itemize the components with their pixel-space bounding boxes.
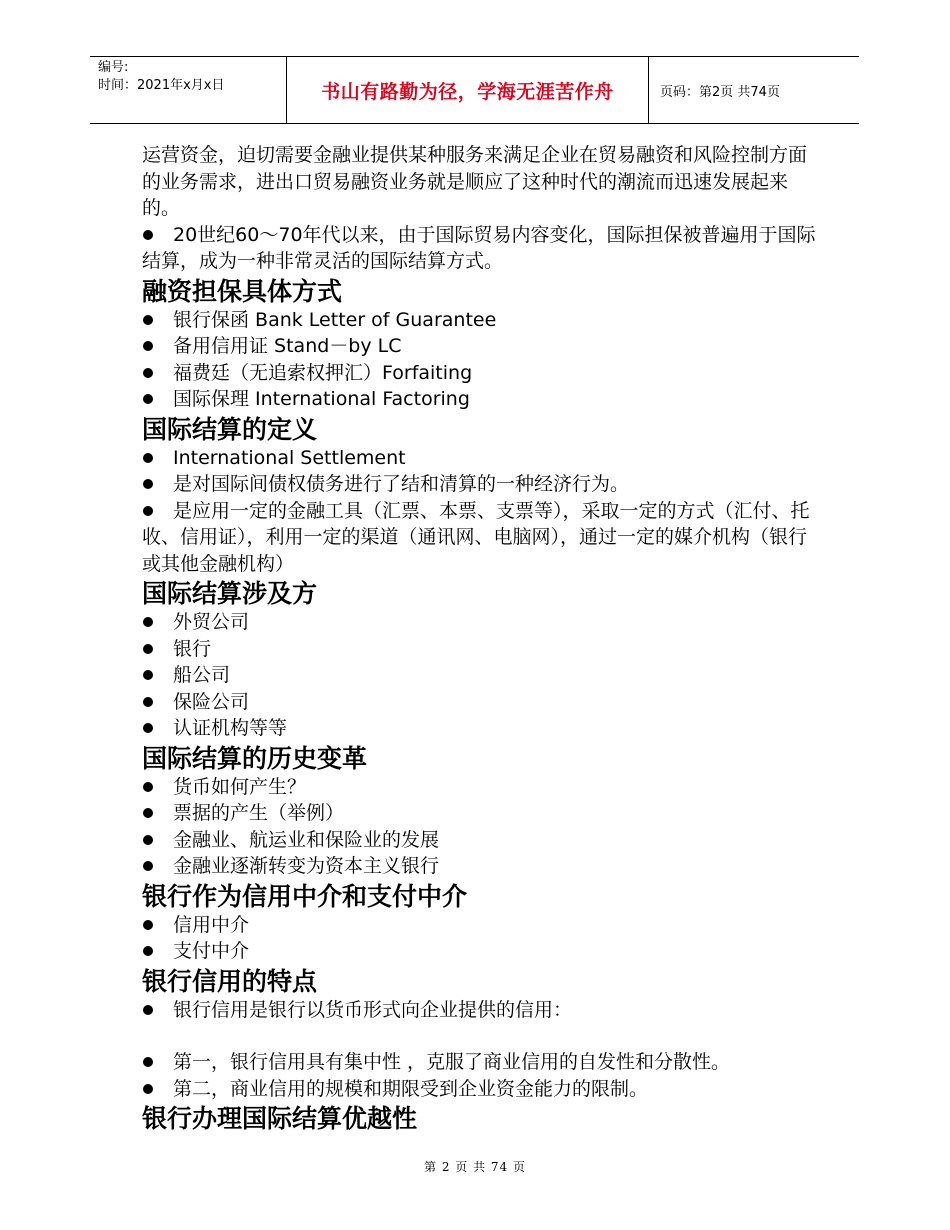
document-body: [142, 142, 822, 1134]
list-item: 船公司: [142, 662, 822, 689]
list-item: 备用信用证 Stand－by LC: [142, 333, 822, 360]
list-item: 认证机构等等: [142, 715, 822, 742]
list-item: International Settlement: [142, 445, 822, 472]
header-meta-cell: [90, 57, 286, 123]
document-time-label: 时间：2021年x月x日: [98, 78, 225, 93]
intro-bullet: 20世纪60～70年代以来，由于国际贸易内容变化，国际担保被普遍用于国际结算，成为一种非常灵活的国际结算方式。: [142, 222, 822, 275]
section-heading-settlement-history: 国际结算的历史变革: [142, 743, 368, 773]
section-heading-bank-credit-features: 银行信用的特点: [142, 966, 318, 996]
list-item: 金融业逐渐转变为资本主义银行: [142, 853, 822, 880]
list-item: 银行: [142, 636, 822, 663]
list-item: 银行保函 Bank Letter of Guarantee: [142, 307, 822, 334]
document-number-label: 编号:: [98, 60, 129, 75]
list-item: 第二，商业信用的规模和期限受到企业资金能力的限制。: [142, 1076, 822, 1103]
section-heading-settlement-definition: 国际结算的定义: [142, 414, 318, 444]
page-header: [90, 56, 859, 124]
section-heading-bank-settlement-advantages: 银行办理国际结算优越性: [142, 1104, 418, 1133]
list-item: 外贸公司: [142, 609, 822, 636]
list-item: 福费廷（无追索权押汇）Forfaiting: [142, 360, 822, 387]
list-item: 国际保理 International Factoring: [142, 386, 822, 413]
list-item: 保险公司: [142, 689, 822, 716]
list-item: 货币如何产生？: [142, 774, 822, 801]
list-item: 是对国际间债权债务进行了结和清算的一种经济行为。: [142, 471, 822, 498]
section-heading-financing-guarantee: 融资担保具体方式: [142, 276, 343, 306]
header-page-info: 页码：第2页 共74页: [660, 84, 780, 100]
header-motto: 书山有路勤为径，学海无涯苦作舟: [286, 57, 649, 123]
list-item: 第一，银行信用具有集中性 ，克服了商业信用的自发性和分散性。: [142, 1049, 822, 1076]
page-footer: 第 2 页 共 74 页: [424, 1160, 526, 1174]
section-heading-settlement-parties: 国际结算涉及方: [142, 579, 318, 608]
intro-paragraph: 运营资金，迫切需要金融业提供某种服务来满足企业在贸易融资和风险控制方面的业务需求，进出口贸易融资业务就是顺应了这种时代的潮流而迅速发展起来的。: [142, 144, 808, 219]
list-item: 信用中介: [142, 912, 822, 939]
section-heading-bank-intermediary: 银行作为信用中介和支付中介: [142, 881, 468, 911]
list-item: 金融业、航运业和保险业的发展: [142, 827, 822, 854]
list-item: 是应用一定的金融工具（汇票、本票、支票等），采取一定的方式（汇付、托收、信用证），利用一定的渠道（通讯网、电脑网），通过一定的媒介机构（银行或其他金融机构）: [142, 498, 822, 578]
list-item: 支付中介: [142, 938, 822, 965]
list-item: 票据的产生（举例）: [142, 800, 822, 827]
list-item: 银行信用是银行以货币形式向企业提供的信用：: [142, 997, 822, 1024]
